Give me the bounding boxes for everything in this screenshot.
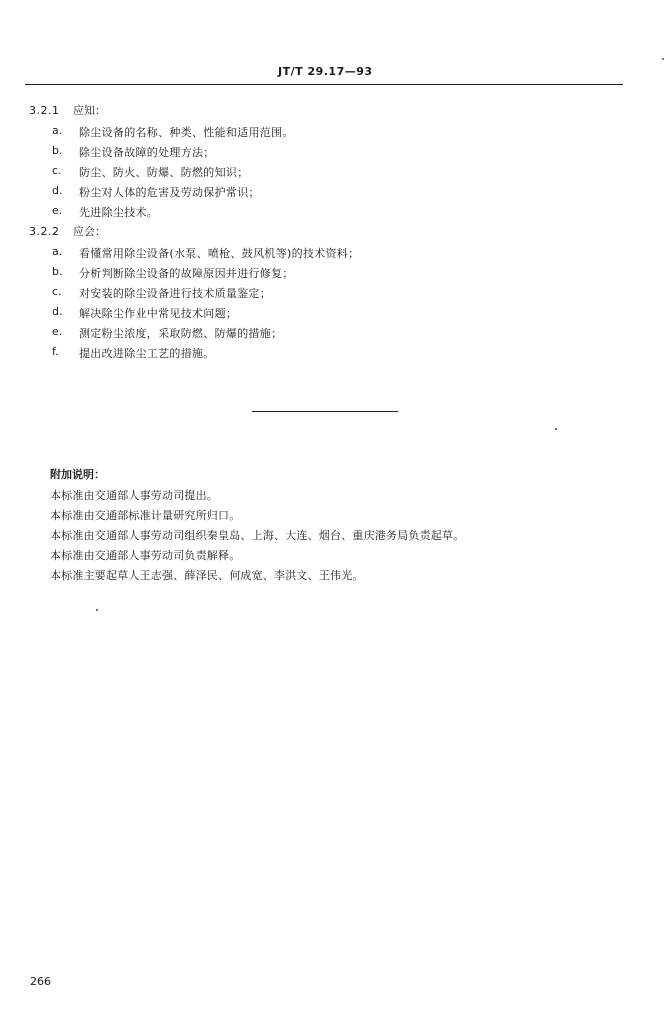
header-rule	[25, 84, 623, 85]
list-item-letter: d.	[52, 184, 63, 197]
list-item-text: 解决除尘作业中常见技术问题；	[79, 307, 238, 320]
list-item-letter: b.	[52, 265, 63, 278]
list-item-letter: a.	[52, 124, 63, 137]
list-item-letter: c.	[52, 285, 62, 298]
list-item-text: 粉尘对人体的危害及劳动保护常识；	[79, 186, 260, 199]
list-item-text: 分析判断除尘设备的故障原因并进行修复；	[79, 267, 294, 280]
note-line: 本标准由交通部人事劳动司提出。	[50, 489, 218, 502]
clause-number: 3.2.2	[29, 225, 60, 238]
note-line: 本标准由交通部标准计量研究所归口。	[50, 509, 241, 522]
scan-speck	[96, 609, 98, 611]
list-item-text: 看懂常用除尘设备(水泵、喷枪、鼓风机等)的技术资料；	[79, 247, 360, 260]
list-item-text: 除尘设备故障的处理方法；	[79, 146, 215, 159]
list-item-letter: f.	[52, 345, 59, 358]
end-of-text-rule	[252, 411, 398, 412]
clause-3-2-1-heading	[29, 102, 106, 118]
list-item-letter: e.	[52, 204, 63, 217]
list-item-text: 防尘、防火、防爆、防燃的知识；	[79, 166, 249, 179]
clause-title: 应会：	[73, 225, 106, 238]
list-item-text: 先进除尘技术。	[79, 206, 159, 219]
list-item-letter: e.	[52, 325, 63, 338]
list-item-letter: c.	[52, 164, 62, 177]
list-item-text: 除尘设备的名称、种类、性能和适用范围。	[79, 126, 294, 139]
scan-speck	[555, 428, 557, 430]
standard-code-header: JT/T 29.17—93	[278, 65, 373, 78]
list-item-letter: d.	[52, 305, 63, 318]
list-item-letter: a.	[52, 245, 63, 258]
list-item-text: 测定粉尘浓度，采取防燃、防爆的措施；	[79, 327, 283, 340]
notes-title: 附加说明：	[50, 468, 105, 481]
clause-3-2-2-heading	[29, 223, 106, 239]
list-item-letter: b.	[52, 144, 63, 157]
note-line: 本标准主要起草人王志强、薛泽民、何成宽、李洪文、王伟光。	[50, 569, 364, 582]
clause-number: 3.2.1	[29, 104, 60, 117]
list-item-text: 提出改进除尘工艺的措施。	[79, 347, 215, 360]
page-number: 266	[30, 975, 51, 988]
scan-speck	[662, 58, 664, 60]
list-item-text: 对安装的除尘设备进行技术质量鉴定；	[79, 287, 272, 300]
clause-title: 应知：	[73, 104, 106, 117]
note-line: 本标准由交通部人事劳动司负责解释。	[50, 549, 241, 562]
note-line: 本标准由交通部人事劳动司组织秦皇岛、上海、大连、烟台、重庆港务局负责起草。	[50, 529, 465, 542]
